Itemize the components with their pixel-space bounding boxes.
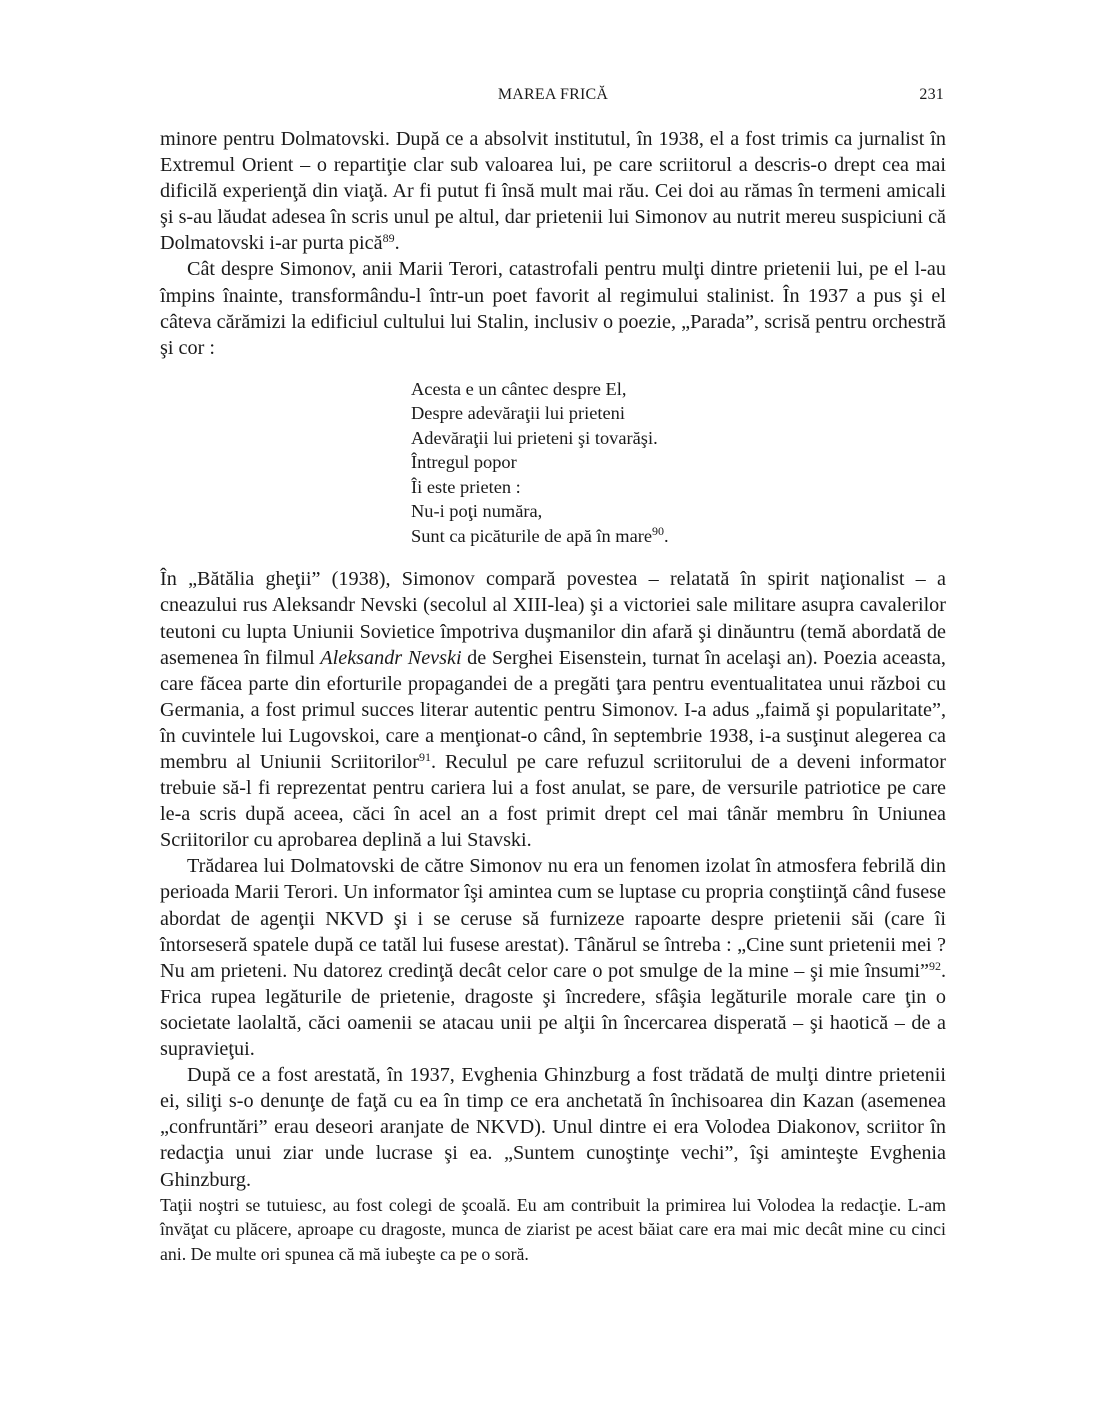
paragraph bbox=[160, 256, 946, 360]
paragraph bbox=[160, 566, 946, 853]
paragraph-text: După ce a fost arestată, în 1937, Evghenia Ghinzburg a fost trădată de mulţi dintre prietenii ei, siliţi s-o denunţe de faţă cu ea în timp ce era anchetată în închisoarea din Kazan (asemenea „confruntări” erau deseori aranjate de NKVD). Unul dintre ei era Volodea Diakonov, scriitor în redacţia unui ziar unde lucrase şi ea. „Suntem cunoştinţe vechi”, îşi aminteşte Evghenia Ghinzburg. bbox=[160, 1064, 946, 1191]
paragraph-text: Cât despre Simonov, anii Marii Terori, catastrofali pentru mulţi dintre prietenii lui, pe el l-au împins înainte, transformându-l într-un poet favorit al regimului stalinist. În 1937 a pus şi el câteva cărămizi la edificiul cultului lui Stalin, inclusiv o poezie, „Parada”, scrisă pentru orchestră şi cor : bbox=[160, 258, 946, 359]
body-text bbox=[160, 126, 946, 1266]
paragraph bbox=[160, 1062, 946, 1192]
footnote-ref[interactable]: 90 bbox=[652, 523, 665, 538]
paragraph-tail: . Reculul pe care refuzul scriitorului de a deveni informator trebuie să-l fi reprezentat pentru cariera lui a fost anulat, se pare, de versurile patriotice pe care le-a scris după aceea, căci în acel an a fost primit drept cel mai tânăr membru în Uniunea Scriitorilor cu aprobarea deplină a lui Stavski. bbox=[160, 751, 946, 852]
paragraph-tail: . bbox=[394, 232, 400, 255]
page-number: 231 bbox=[919, 86, 944, 103]
paragraph bbox=[160, 853, 946, 1062]
verse-tail: . bbox=[664, 525, 669, 546]
verse-line-last bbox=[411, 524, 946, 549]
paragraph-text: minore pentru Dolmatovski. După ce a absolvit institutul, în 1938, el a fost trimis ca jurnalist în Extremul Orient – o repartiţie clar sub valoarea lui, pe care scriitorul a descris-o drept cea mai dificilă experienţă din viaţă. Ar fi putut fi însă mult mai rău. Cei doi au rămas în termeni amicali şi s-au lăudat adesea în scris unul pe altul, dar prietenii lui Simonov au nutrit mereu suspiciuni că Dolmatovski i-ar purta pică bbox=[160, 128, 946, 255]
paragraph bbox=[160, 126, 946, 256]
verse-line: Acesta e un cântec despre El, bbox=[411, 378, 627, 399]
verse-line: Nu-i poţi număra, bbox=[411, 501, 543, 522]
verse-line: Îi este prieten : bbox=[411, 476, 521, 497]
footnote-ref[interactable]: 89 bbox=[382, 231, 395, 246]
running-header bbox=[160, 86, 946, 110]
verse-line: Întregul popor bbox=[411, 452, 517, 473]
verse-line-text: Sunt ca picăturile de apă în mare bbox=[411, 525, 653, 546]
verse-block bbox=[411, 377, 946, 549]
paragraph-text: Trădarea lui Dolmatovski de către Simonov nu era un fenomen izolat în atmosfera febrilă din perioada Marii Terori. Un informator îşi amintea cum se luptase cu propria conştiinţă când fusese abordat de agenţii NKVD şi i se ceruse să furnizeze rapoarte despre prietenii săi (care îi întorseseră spatele după ce tatăl lui fusese arestat). Tânărul se întreba : „Cine sunt prietenii mei ? Nu am prieteni. Nu datorez credinţă decât celor care o pot smulge de la mine – şi mie însumi” bbox=[160, 855, 946, 982]
verse-line: Adevăraţii lui prieteni şi tovarăşi. bbox=[411, 427, 658, 448]
film-title: Aleksandr Nevski bbox=[320, 646, 462, 669]
verse-line: Despre adevăraţii lui prieteni bbox=[411, 403, 625, 424]
running-title: MAREA FRICĂ bbox=[497, 86, 609, 103]
footnote-ref[interactable]: 92 bbox=[928, 958, 941, 973]
paragraph-tail: . Frica rupea legăturile de prietenie, dragoste şi încredere, sfâşia legăturile morale care ţin o societate laolaltă, căci oamenii se atacau unii pe alţii în încercarea disperată – şi haotică – de a supravieţui. bbox=[160, 959, 946, 1061]
footnote-ref[interactable]: 91 bbox=[418, 750, 431, 764]
paragraph-text: de Serghei Eisenstein, turnat în acelaşi an). Poezia aceasta, care făcea parte din eforturile propagandei de a pregăti ţara pentru eventualitatea unui război cu Germania, a fost primul succes literar autentic pentru Simonov. I-a adus „faimă şi popularitate”, în cuvintele lui Lugovskoi, care a menţionat-o când, în septembrie 1938, i-a susţinut alegerea ca membru al Uniunii Scriitorilor bbox=[160, 646, 946, 773]
paragraph-text: În „Bătălia gheţii” (1938), Simonov compară povestea – relatată în spirit naţionalist – a cneazului rus Aleksandr Nevski (secolul al XIII-lea) şi a victoriei sale militare asupra cavalerilor teutoni cu lupta Uniunii Sovietice împotriva duşmanilor din afară şi dinăuntru (temă abordată de asemenea în filmul bbox=[160, 568, 946, 669]
block-quote: Taţii noştri se tutuiesc, au fost colegi de şcoală. Eu am contribuit la primirea lui Volodea la redacţie. L-am învăţat cu plăcere, aproape cu dragoste, munca de ziarist pe acest băiat care era mai mic decât mine cu cinci ani. De multe ori spunea că mă iubeşte ca pe o soră. bbox=[160, 1194, 946, 1264]
